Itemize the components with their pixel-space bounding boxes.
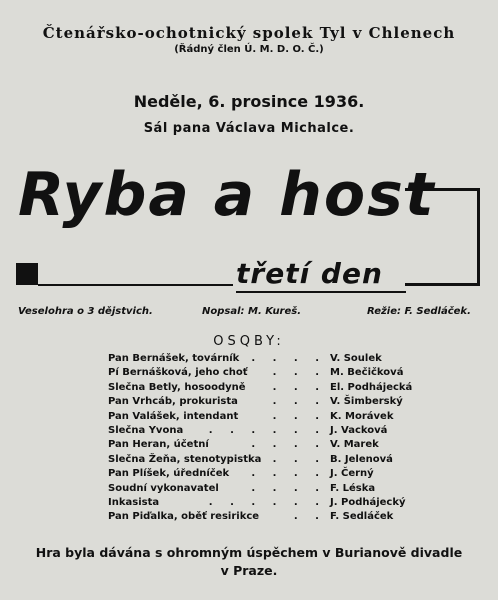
cast-leader-dots: . . . . — [251, 482, 326, 494]
cast-role: Inkasista — [108, 496, 160, 508]
cast-leader-dots: . . — [293, 511, 326, 523]
cast-leader-dots: . . . — [272, 367, 326, 379]
cast-leader-dots: . . . — [272, 410, 326, 422]
cast-row — [100, 510, 430, 524]
cast-role: Pan Heran, účetní — [108, 439, 209, 451]
cast-role: Pan Plíšek, úředníček — [108, 468, 230, 480]
play-director: Režie: F. Sedláček. — [367, 306, 471, 317]
cast-actor: J. Podhájecký — [330, 496, 406, 508]
cast-actor: V. Šimberský — [330, 396, 403, 408]
cast-actor: F. Sedláček — [330, 511, 394, 523]
cast-actor: B. Jelenová — [330, 453, 393, 465]
cast-row — [100, 467, 430, 481]
cast-list — [100, 352, 430, 525]
cast-row — [100, 366, 430, 380]
subtitle-underline — [236, 291, 406, 293]
membership-note: (Řádný člen Ú. M. D. O. Č.) — [174, 44, 324, 55]
cast-role: Pan Valášek, intendant — [108, 410, 239, 422]
cast-role: Slečna Betly, hosoodyně — [108, 381, 246, 393]
footer-line-2: v Praze. — [220, 563, 278, 578]
cast-row — [100, 482, 430, 496]
footer-line-1: Hra byla dávána s ohromným úspěchem v Burianově divadle — [35, 545, 463, 560]
cast-leader-dots: . . . . . . — [208, 424, 326, 436]
cast-role: Pan Bernášek, továrník — [108, 353, 240, 364]
cast-actor: El. Podhájecká — [330, 381, 413, 393]
cast-leader-dots: . . . — [272, 396, 326, 408]
cast-leader-dots: . . . . — [251, 353, 326, 364]
cast-leader-dots: . . . . — [251, 468, 326, 480]
cast-role: Soudní vykonavatel — [108, 482, 219, 494]
cast-actor: V. Marek — [330, 439, 379, 451]
footer-note — [0, 544, 498, 580]
cast-row — [100, 424, 430, 438]
cast-actor: M. Bečičková — [330, 367, 404, 379]
title-underline — [38, 284, 233, 286]
play-subtitle: třetí den — [236, 257, 383, 290]
cast-role: Slečna Yvona — [108, 424, 184, 436]
play-genre: Veselohra o 3 dějstvich. — [18, 306, 153, 317]
black-square-ornament — [16, 263, 38, 285]
cast-row — [100, 410, 430, 424]
play-author: Nopsal: M. Kureš. — [202, 306, 302, 317]
cast-heading: OSQBY: — [213, 334, 285, 349]
cast-row — [100, 496, 430, 510]
title-frame-bracket — [405, 188, 480, 286]
cast-leader-dots: . . . . . . — [208, 496, 326, 508]
cast-row — [100, 352, 430, 366]
cast-row — [100, 438, 430, 452]
cast-actor: J. Černý — [330, 468, 374, 480]
cast-role: Slečna Žeňa, stenotypistka — [108, 453, 262, 465]
cast-leader-dots: . . . . — [251, 439, 326, 451]
society-name: Čtenářsko-ochotnický spolek Tyl v Chlenech — [42, 24, 456, 42]
cast-actor: V. Soulek — [330, 353, 382, 364]
cast-actor: F. Léska — [330, 482, 376, 494]
play-title: Ryba a host — [18, 160, 436, 230]
cast-leader-dots: . . . — [272, 381, 326, 393]
cast-role: Pí Bernášková, jeho choť — [108, 367, 248, 379]
cast-row — [100, 453, 430, 467]
cast-leader-dots: . . . — [272, 453, 326, 465]
cast-row — [100, 395, 430, 409]
cast-row — [100, 381, 430, 395]
cast-role: Pan Vrhcáb, prokurista — [108, 396, 238, 408]
cast-actor: K. Morávek — [330, 410, 394, 422]
cast-role: Pan Piďalka, oběť resirikce — [108, 511, 260, 523]
cast-actor: J. Vacková — [330, 424, 388, 436]
event-venue: Sál pana Václava Michalce. — [143, 121, 355, 136]
event-date: Neděle, 6. prosince 1936. — [133, 92, 365, 111]
